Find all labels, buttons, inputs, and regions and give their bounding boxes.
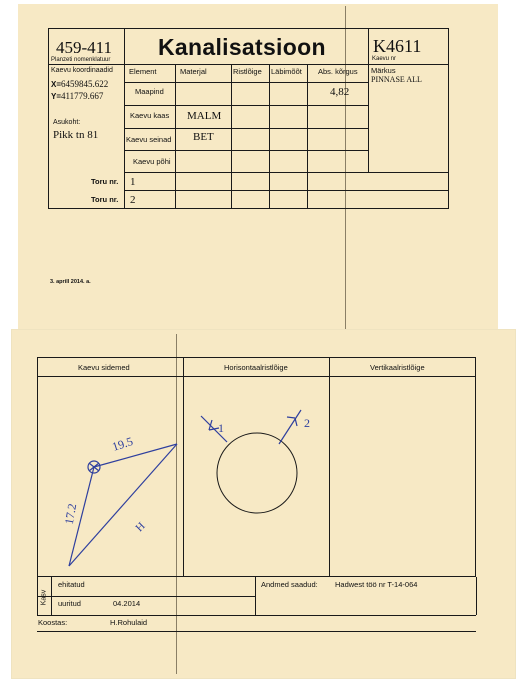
section-kaevu-sidemed: Kaevu sidemed xyxy=(78,363,130,372)
x-coordinate: X=6459845.622 xyxy=(51,79,109,89)
row-element: Kaevu põhi xyxy=(133,157,171,166)
section-vertikaal: Vertikaalristlõige xyxy=(370,363,425,372)
section-horisontaal: Horisontaalristlõige xyxy=(224,363,288,372)
row-materjal: MALM xyxy=(187,110,222,122)
card-title: Kanalisatsioon xyxy=(158,34,326,60)
row-element: Kaevu kaas xyxy=(130,111,170,120)
sidemed-sketch xyxy=(37,376,183,576)
koostas-value: H.Rohulaid xyxy=(110,618,148,627)
pipe-label: Toru nr. xyxy=(91,177,119,186)
kaevu-nr-value: K4611 xyxy=(373,36,422,56)
pipe-number: 2 xyxy=(130,194,136,206)
col-materjal: Materjal xyxy=(180,67,207,76)
col-abs-korgus: Abs. kõrgus xyxy=(318,67,358,76)
koordinaadid-label: Kaevu koordinaadid xyxy=(51,67,113,74)
manhole-circle xyxy=(217,433,297,513)
pipe-arrow-2 xyxy=(279,410,301,444)
sketch-distance: 19.5 xyxy=(110,434,135,454)
col-element: Element xyxy=(129,67,157,76)
planzeti-value: 459-411 xyxy=(56,38,113,57)
pipe-mark-1: 1 xyxy=(218,421,224,435)
andmed-value: Hadwest töö nr T-14-064 xyxy=(335,580,418,589)
koostas-label: Koostas: xyxy=(38,618,68,627)
asukoht-label: Asukoht: xyxy=(53,119,81,126)
y-coordinate: Y=411779.667 xyxy=(51,91,104,101)
planzeti-label: Planzeti nomenklatuur xyxy=(51,57,111,63)
kaevu-nr-label: Kaevu nr xyxy=(372,56,397,62)
card-date: 3. aprill 2014. a. xyxy=(50,279,91,285)
markus-label: Märkus xyxy=(371,66,396,75)
sketch-distance: 17.2 xyxy=(61,502,80,526)
ehitatud-label: ehitatud xyxy=(58,580,85,589)
asukoht-value: Pikk tn 81 xyxy=(53,129,99,141)
markus-value: PINNASE ALL xyxy=(371,75,422,84)
sketch-line xyxy=(69,444,177,566)
col-labimoot: Läbimõõt xyxy=(271,67,302,76)
row-materjal: BET xyxy=(193,131,214,143)
uuritud-label: uuritud xyxy=(58,599,81,608)
sketch-distance: H xyxy=(133,520,148,535)
horisontaal-sketch xyxy=(183,376,329,576)
row-abs: 4,82 xyxy=(330,86,350,98)
pipe-label: Toru nr. xyxy=(91,195,119,204)
row-element: Kaevu seinad xyxy=(126,135,172,144)
row-element: Maapind xyxy=(135,87,164,96)
kasv-label: Kasv xyxy=(40,589,48,606)
andmed-label: Andmed saadud: xyxy=(261,580,318,589)
col-ristloige: Ristlõige xyxy=(233,67,262,76)
uuritud-value: 04.2014 xyxy=(113,599,141,608)
pipe-number: 1 xyxy=(130,176,136,188)
sketch-line xyxy=(94,444,177,467)
pipe-mark-2: 2 xyxy=(304,416,310,430)
